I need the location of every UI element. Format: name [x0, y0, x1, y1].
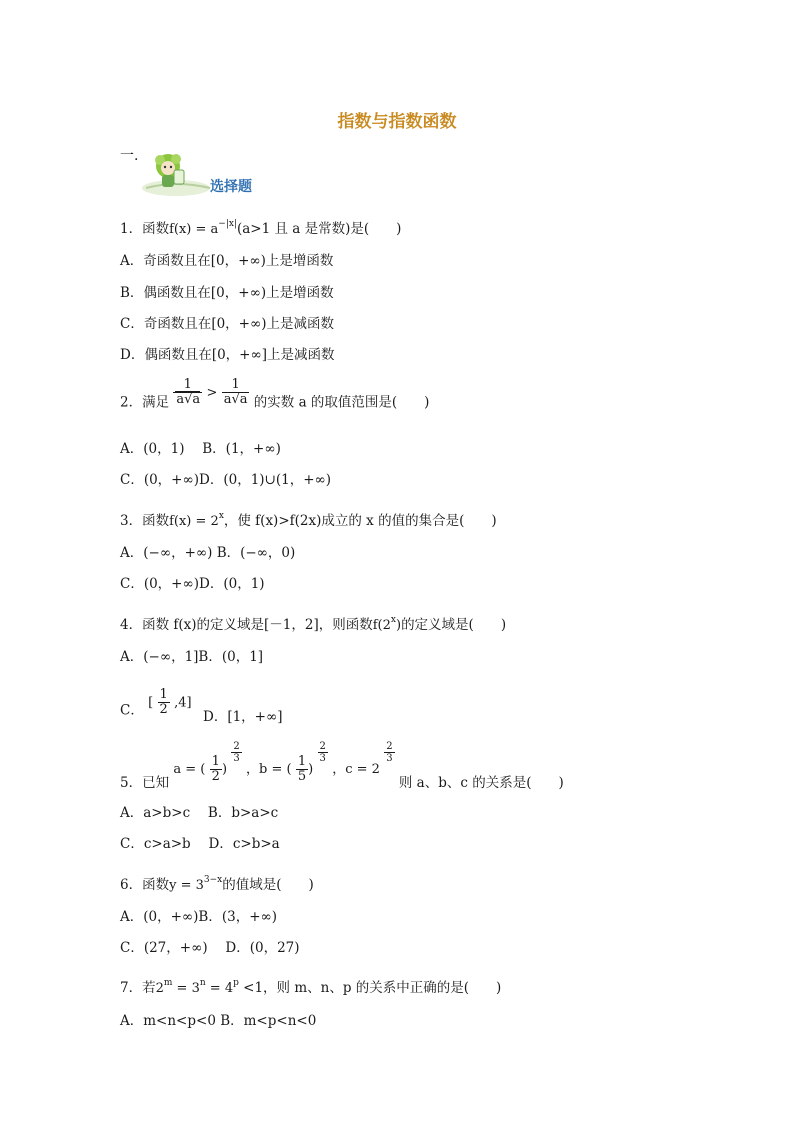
question-6-options-ab: A．(0，+∞)B．(3，+∞): [120, 909, 278, 925]
fraction-right: $\frac{1}{a√a}$: [223, 377, 248, 408]
question-5-options-ab: A．a>b>c B．b>a>c: [120, 805, 279, 821]
question-2-stem: 2．满足 $\frac{1}{a√a}$ > $\frac{1}{a√a}$ 的实数 a 的取值范围是( ): [120, 377, 430, 411]
question-3-stem: 3．函数$f(x) = 2^x$，使 f(x)>f(2x)成立的 x 的值的集合是( ): [120, 511, 497, 529]
question-4-stem: 4．函数 f(x)的定义域是[－1，2]，则函数f(2$^x$)的定义域是( ): [120, 615, 507, 633]
mascot-logo-icon: [140, 150, 212, 196]
question-5-options-cd: C．c>a>b D．c>b>a: [120, 836, 280, 852]
question-1-option-a: A．奇函数且在[0，+∞)上是增函数: [120, 253, 334, 269]
section-badge-label: 选择题: [210, 179, 252, 195]
question-3-options-ab: A．(−∞，+∞) B．(−∞，0): [120, 545, 296, 561]
page-title: 指数与指数函数: [337, 112, 457, 132]
question-4-options-ab: A．(−∞，1]B．(0，1]: [120, 649, 264, 665]
question-1-stem: 1．函数$f(x) = a^{-|x|}(a>1$ 且 a 是常数)是( ): [120, 219, 402, 237]
question-1-option-d: D．偶函数且在[0，+∞]上是减函数: [120, 347, 335, 363]
section-number: 一.: [120, 148, 139, 164]
question-7-stem: 7．若$2^m = 3^n = 4^p <1$，则 m、n、p 的关系中正确的是( ): [120, 978, 502, 996]
question-1-option-b: B．偶函数且在[0，+∞)上是增函数: [120, 285, 334, 301]
question-6-stem: 6．函数$y = 3^{3-x}$的值域是( ): [120, 875, 314, 893]
question-6-options-cd: C．(27，+∞) D．(0，27): [120, 940, 300, 956]
question-4-option-c: C． [ $\frac{1}{2}$ ,4]: [120, 687, 192, 719]
question-7-options-ab: A．m<n<p<0 B．m<p<n<0: [120, 1013, 317, 1029]
question-3-options-cd: C．(0，+∞)D．(0，1): [120, 576, 265, 592]
fraction-left: $\frac{1}{a√a}$: [173, 378, 202, 408]
question-2-options-cd: C．(0，+∞)D．(0，1)∪(1，+∞): [120, 472, 332, 488]
question-4-option-d: D．[1，+∞]: [203, 709, 283, 725]
question-5-stem: 5．已知 a = ( $\frac{1}{2}$ ) $\frac{2}{3}$ ，b = ( $\frac{1}{5}$ ) $\frac{2}{3}$ ，c = 2 $\frac{2}{3}$ 则 a、b、c 的关系是( ): [120, 741, 564, 791]
question-1-option-c: C．奇函数且在[0，+∞)上是减函数: [120, 316, 335, 332]
question-2-options-ab: A．(0，1) B．(1，+∞): [120, 441, 281, 457]
